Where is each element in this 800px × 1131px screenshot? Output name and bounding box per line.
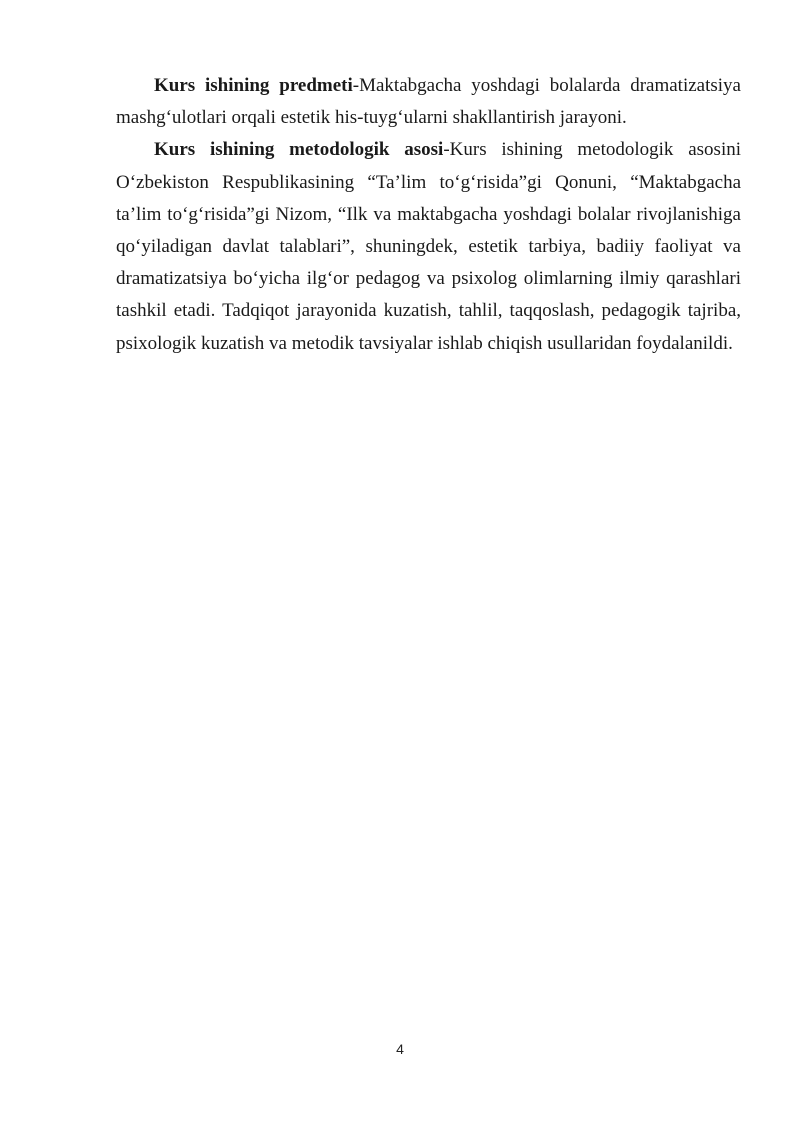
paragraph-text: -Kurs ishining metodologik asosini O‘zbekiston Respublikasining “Ta’lim to‘g‘risida”gi Qonuni, “Maktabgacha ta’lim to‘g‘risida”gi Nizom, “Ilk va maktabgacha yoshdagi bolalar rivojlanishiga qo‘yiladigan davlat talablari”, shuningdek, estetik tarbiya, badiiy faoliyat va dramatizatsiya bo‘yicha ilg‘or pedagog va psixolog olimlarning ilmiy qarashlari tashkil etadi. Tadqiqot jarayonida kuzatish, tahlil, taqqoslash, pedagogik tajriba, psixologik kuzatish va metodik tavsiyalar ishlab chiqish usullaridan foydalanildi. [116,139,741,354]
paragraph-term: Kurs ishining metodologik asosi [154,139,444,161]
body-text [116,70,741,360]
paragraph-text: -Maktabgacha yoshdagi bolalarda dramatizatsiya mashg‘ulotlari orqali estetik his-tuyg‘ularni shakllantirish jarayoni. [116,75,741,129]
paragraph-subject [116,70,741,134]
paragraph-term: Kurs ishining predmeti [154,75,353,96]
page-number: 4 [396,1041,404,1057]
paragraph-methodology [116,134,741,359]
